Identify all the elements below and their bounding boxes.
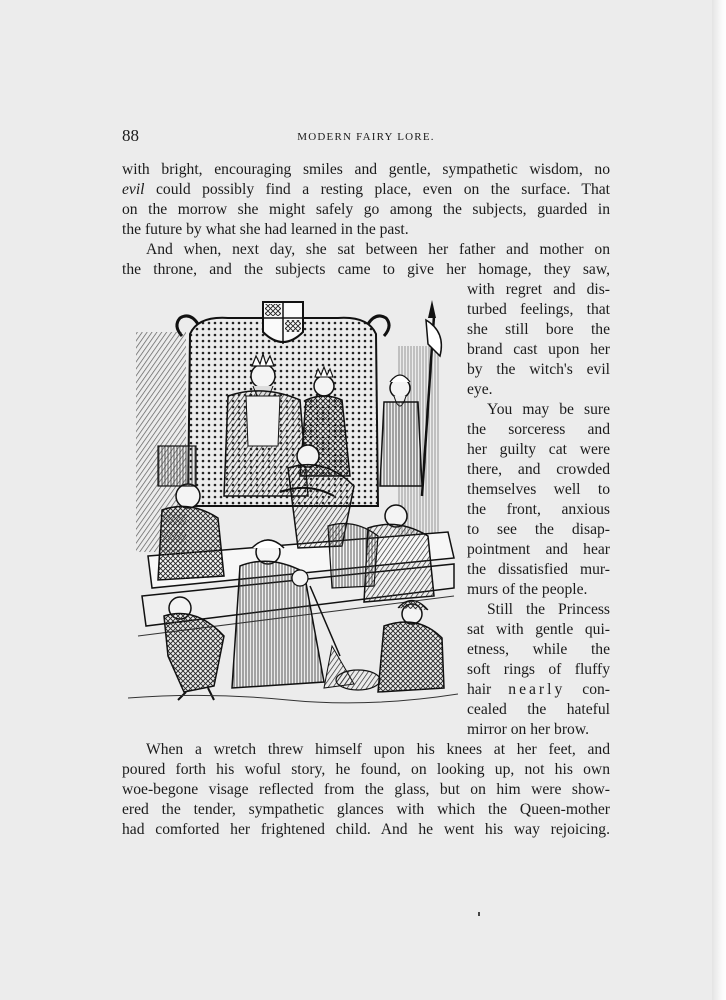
text-line: themselves well to	[467, 481, 610, 498]
text-line: mirror on her brow.	[467, 721, 589, 738]
text-line: there, and crowded	[467, 461, 610, 478]
crowd-figure	[158, 506, 224, 580]
text-line: the front, anxious	[467, 501, 610, 518]
text-line: with regret and dis-	[467, 281, 610, 298]
text-line-rest: could possibly find a resting place, even on the surface. That	[156, 181, 610, 198]
text-word: con-	[582, 681, 610, 698]
crouching-witch	[378, 622, 444, 692]
cat	[336, 670, 380, 690]
text-line: on the morrow she might safely go among the subjects, guarded in	[122, 201, 610, 218]
text-line: woe-begone visage reflected from the glass, but on him were show-	[122, 781, 610, 798]
text-word: hair	[467, 681, 492, 698]
text-line: to see the disap-	[467, 521, 610, 538]
page-number: 88	[122, 126, 139, 145]
text-line: pointment and hear	[467, 541, 610, 558]
page-header	[122, 126, 610, 148]
text-line: etness, while the	[467, 641, 610, 658]
text-line: soft rings of fluffy	[467, 661, 610, 678]
text-line: murs of the people.	[467, 581, 588, 598]
text-line: with bright, encouraging smiles and gentle, sympathetic wisdom, no	[122, 161, 610, 178]
text-word-spaced: nearly	[508, 681, 566, 698]
queen-head	[314, 376, 334, 396]
banner	[158, 446, 196, 486]
guard-body	[380, 402, 422, 486]
text-line: had comforted her frightened child. And he went his way rejoicing.	[122, 821, 610, 838]
italic-word: evil	[122, 181, 145, 198]
text-line: her guilty cat were	[467, 441, 610, 458]
text-line: sat with gentle qui-	[467, 621, 610, 638]
text-line: she still bore the	[467, 321, 610, 338]
text-line: the dissatisfied mur-	[467, 561, 610, 578]
ink-speck	[478, 912, 480, 916]
page-edge	[712, 0, 726, 1000]
text-line: the future by what she had learned in the past.	[122, 221, 409, 238]
bent-old-man	[164, 614, 224, 693]
text-line: the throne, and the subjects came to give her homage, they saw,	[122, 261, 610, 278]
text-line: When a wretch threw himself upon his knees at her feet, and	[146, 741, 610, 758]
text-line: brand cast upon her	[467, 341, 610, 358]
text-line: eye.	[467, 381, 493, 398]
text-line: turbed feelings, that	[467, 301, 610, 318]
text-line: cealed the hateful	[467, 701, 610, 718]
text-line: the sorceress and	[467, 421, 610, 438]
text-line: Still the Princess	[487, 601, 610, 618]
text-line: poured forth his woful story, he found, on looking up, not his own	[122, 761, 610, 778]
text-line: by the witch's evil	[467, 361, 610, 378]
throne-scene-illustration	[128, 296, 458, 706]
text-line: ered the tender, sympathetic glances with which the Queen-mother	[122, 801, 610, 818]
king-head	[251, 364, 275, 388]
text-line	[467, 680, 610, 700]
text-line	[122, 180, 610, 200]
text-line: You may be sure	[487, 401, 610, 418]
running-title: MODERN FAIRY LORE.	[297, 131, 435, 143]
text-line: And when, next day, she sat between her father and mother on	[146, 241, 610, 258]
